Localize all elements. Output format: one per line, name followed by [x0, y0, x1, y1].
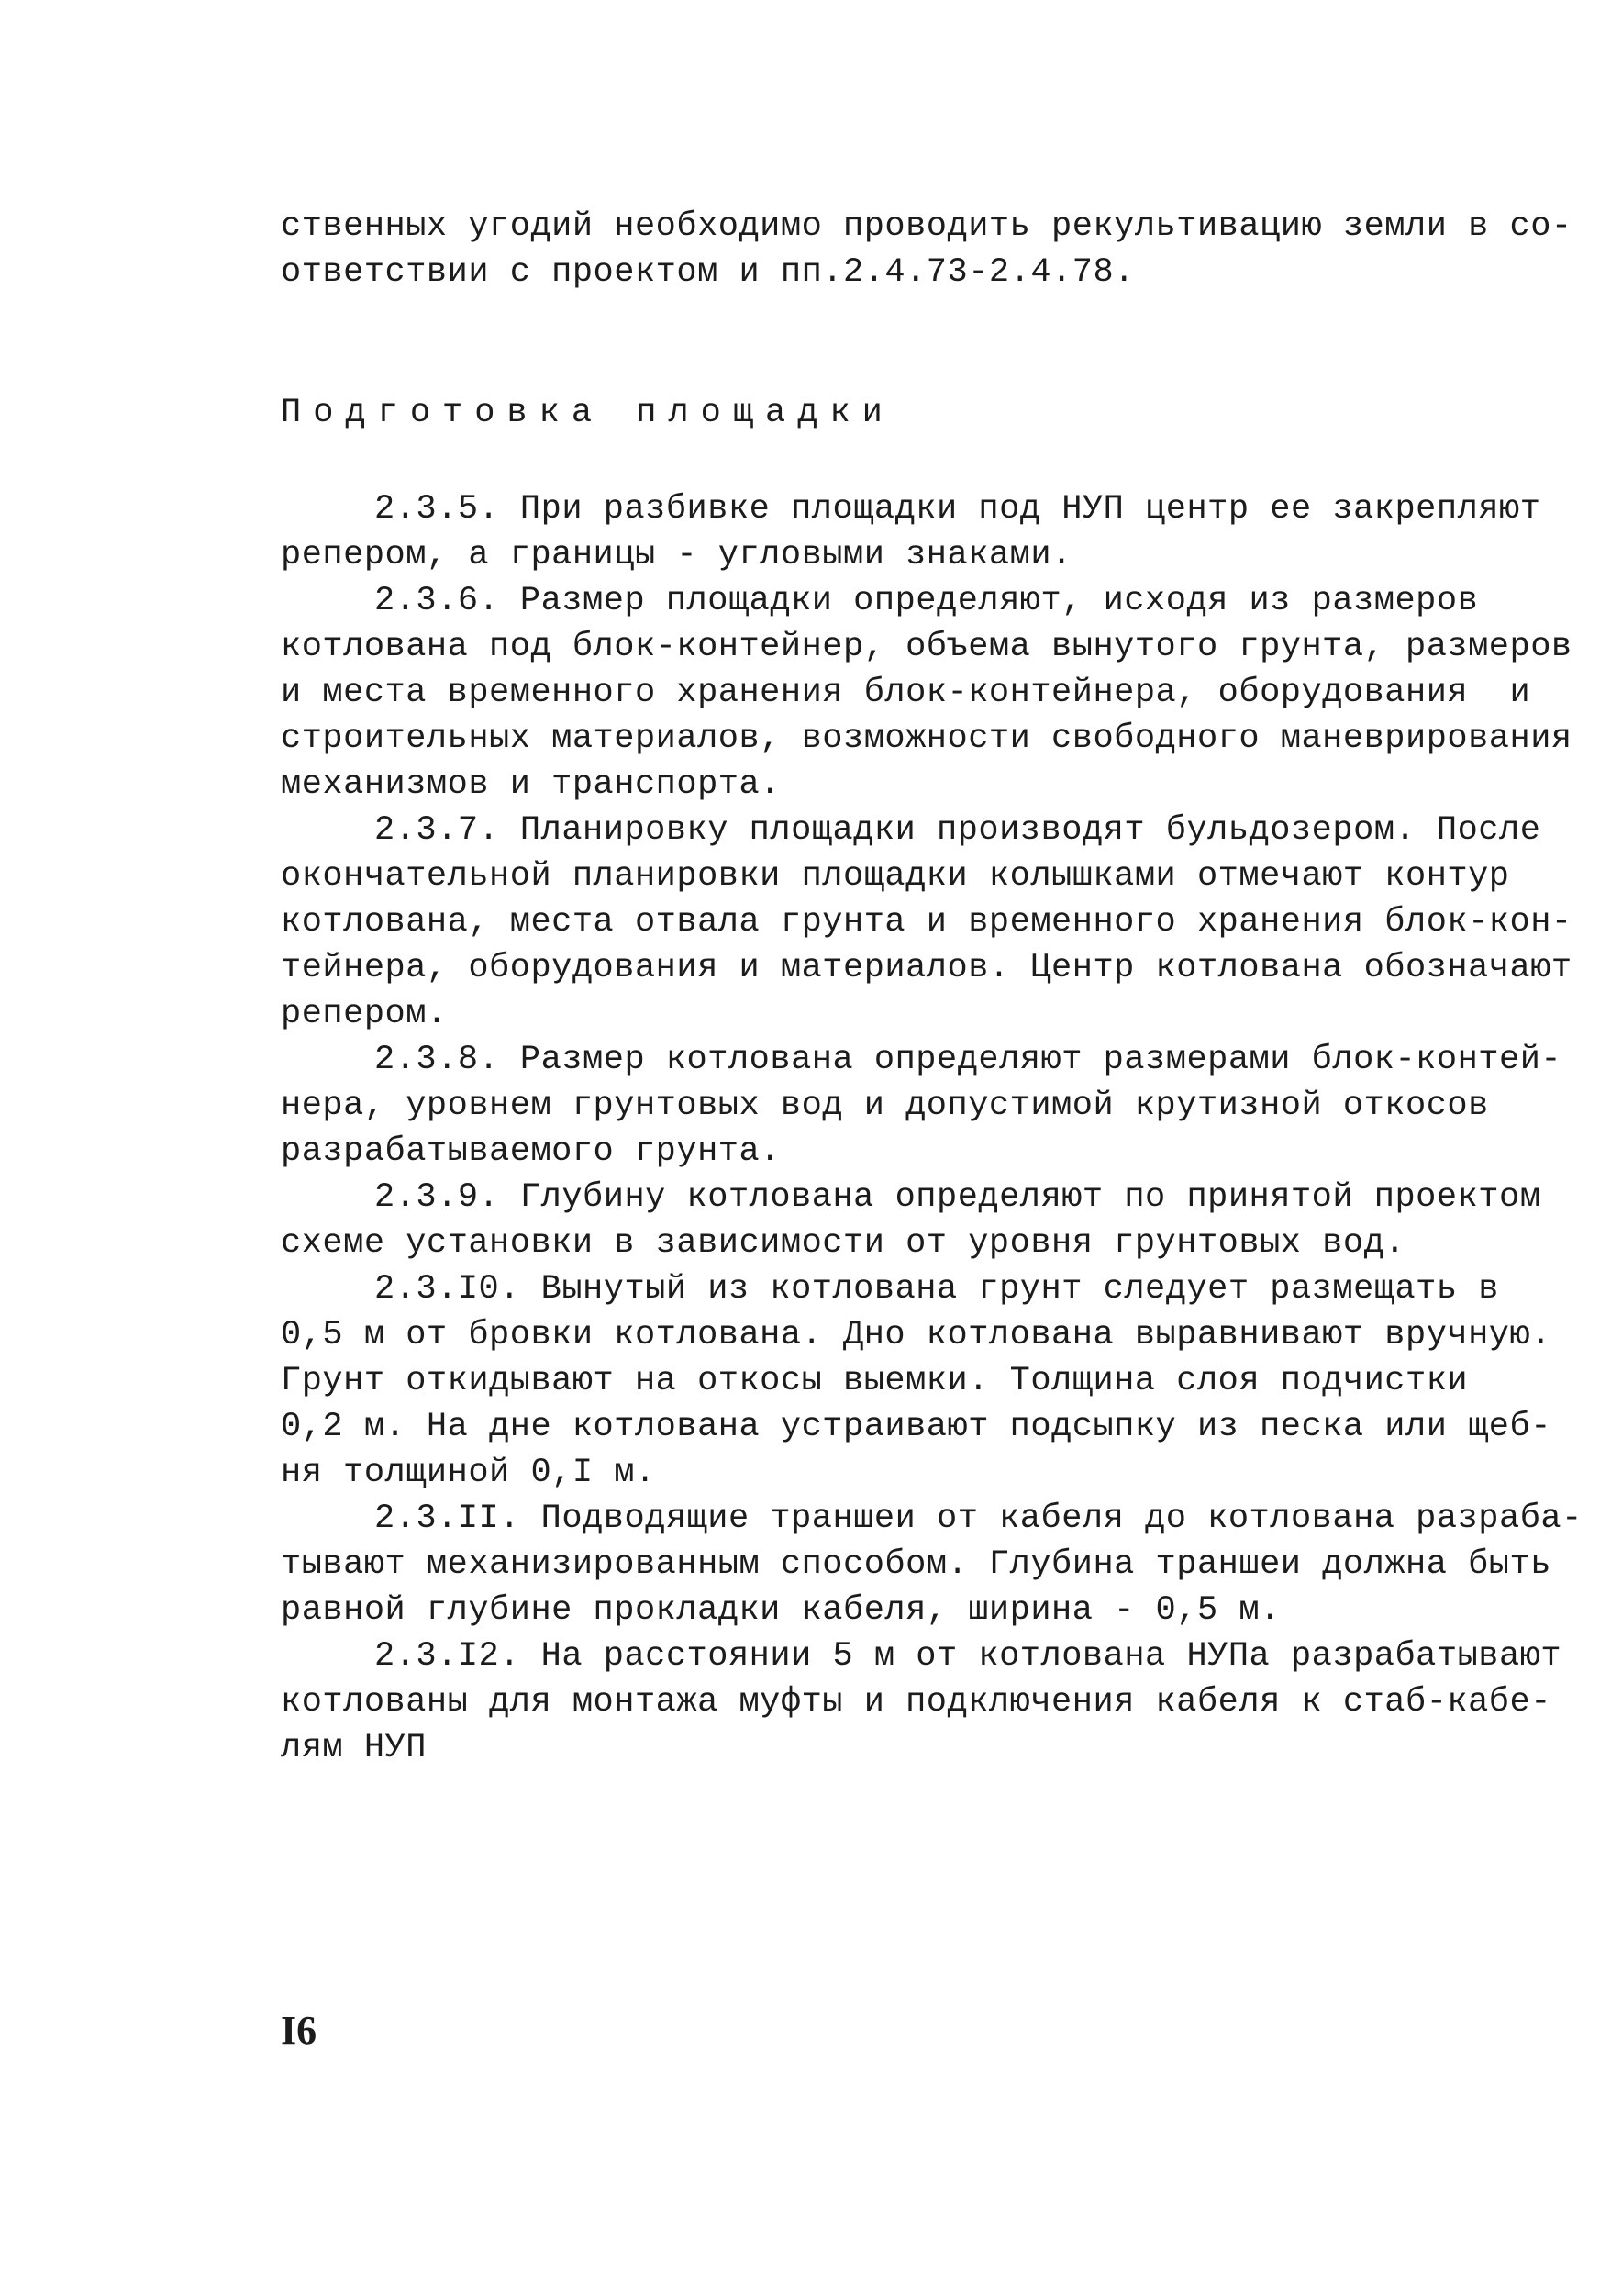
intro-text-line: ответствии с проектом и пп.2.4.73-2.4.78.: [281, 253, 1135, 292]
paragraph-2-3-10-line: 2.3.I0. Вынутый из котлована грунт следует размещать в: [374, 1270, 1499, 1309]
paragraph-2-3-10-line: 0,2 м. На дне котлована устраивают подсыпку из песка или щеб-: [281, 1408, 1551, 1446]
paragraph-2-3-11-line: 2.3.II. Подводящие траншеи от кабеля до котлована разраба-: [374, 1499, 1583, 1538]
paragraph-2-3-12-line: котлованы для монтажа муфты и подключения кабеля к стаб-кабе-: [281, 1683, 1551, 1722]
intro-text-line: ственных угодий необходимо проводить рекультивацию земли в со-: [281, 207, 1572, 246]
page-number: I6: [281, 2008, 317, 2053]
paragraph-2-3-8-line: разрабатываемого грунта.: [281, 1132, 781, 1171]
paragraph-2-3-9-line: 2.3.9. Глубину котлована определяют по принятой проектом: [374, 1178, 1541, 1217]
paragraph-2-3-6-line: 2.3.6. Размер площадки определяют, исходя из размеров: [374, 582, 1479, 620]
paragraph-2-3-10-line: 0,5 м от бровки котлована. Дно котлована выравнивают вручную.: [281, 1316, 1551, 1354]
paragraph-2-3-7-line: 2.3.7. Планировку площадки производят бульдозером. После: [374, 811, 1541, 850]
paragraph-2-3-6-line: и места временного хранения блок-контейнера, оборудования и: [281, 674, 1531, 712]
paragraph-2-3-11-line: тывают механизированным способом. Глубина траншеи должна быть: [281, 1545, 1551, 1584]
paragraph-2-3-11-line: равной глубине прокладки кабеля, ширина - 0,5 м.: [281, 1591, 1281, 1630]
section-heading: Подготовка площадки: [281, 394, 894, 432]
paragraph-2-3-10-line: Грунт откидывают на откосы выемки. Толщина слоя подчистки: [281, 1362, 1469, 1400]
paragraph-2-3-7-line: тейнера, оборудования и материалов. Центр котлована обозначают: [281, 949, 1572, 987]
paragraph-2-3-5-line: 2.3.5. При разбивке площадки под НУП центр ее закрепляют: [374, 490, 1541, 529]
paragraph-2-3-9-line: схеме установки в зависимости от уровня грунтовых вод.: [281, 1224, 1405, 1263]
paragraph-2-3-6-line: механизмов и транспорта.: [281, 765, 781, 804]
paragraph-2-3-12-line: лям НУП: [281, 1729, 427, 1767]
paragraph-2-3-5-line: репером, а границы - угловыми знаками.: [281, 536, 1072, 574]
paragraph-2-3-6-line: котлована под блок-контейнер, объема вынутого грунта, размеров: [281, 628, 1572, 666]
paragraph-2-3-10-line: ня толщиной 0,I м.: [281, 1454, 656, 1492]
paragraph-2-3-8-line: 2.3.8. Размер котлована определяют размерами блок-контей-: [374, 1041, 1562, 1079]
paragraph-2-3-8-line: нера, уровнем грунтовых вод и допустимой крутизной откосов: [281, 1087, 1489, 1125]
paragraph-2-3-7-line: окончательной планировки площадки колышками отмечают контур: [281, 857, 1510, 896]
paragraph-2-3-7-line: репером.: [281, 995, 448, 1033]
paragraph-2-3-12-line: 2.3.I2. На расстоянии 5 м от котлована НУПа разрабатывают: [374, 1637, 1562, 1676]
paragraph-2-3-6-line: строительных материалов, возможности свободного маневрирования: [281, 719, 1572, 758]
paragraph-2-3-7-line: котлована, места отвала грунта и временного хранения блок-кон-: [281, 903, 1572, 942]
